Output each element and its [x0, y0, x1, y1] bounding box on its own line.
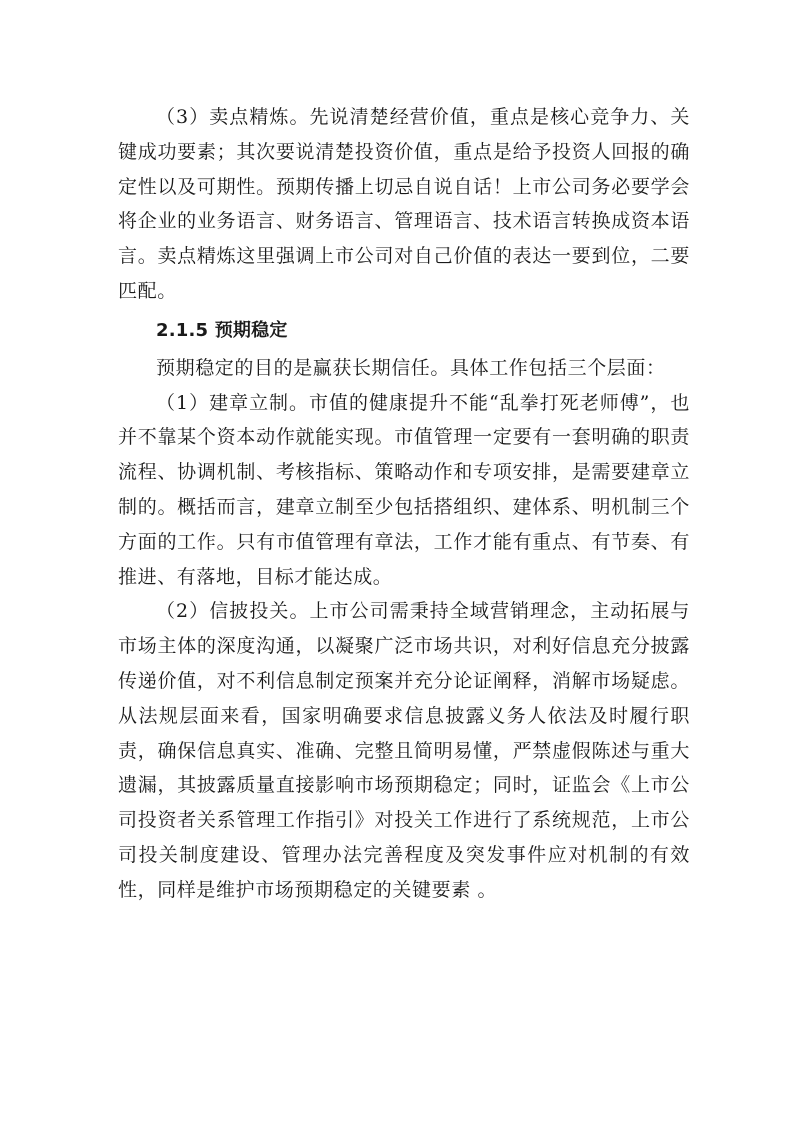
paragraph-intro: 预期稳定的目的是赢获长期信任。具体工作包括三个层面： — [156, 356, 666, 379]
paragraph-rules-system: （1）建章立制。市值的健康提升不能“乱拳打死老师傅”，也并不靠某个资本动作就能实现。市值管理一定要有一套明确的职责流程、协调机制、考核指标、策略动作和专项安排，是需要建章立制的。概括而言，建章立制至少包括搭组织、建体系、明机制三个方面的工作。只有市值管理有章法，工作才能有重点、有节奏、有推进、有落地，目标才能达成。 — [118, 391, 690, 588]
paragraph-selling-point: （3）卖点精炼。先说清楚经营价值，重点是核心竞争力、关键成功要素；其次要说清楚投资价值，重点是给予投资人回报的确定性以及可期性。预期传播上切忌自说自话！上市公司务必要学会将企业的业务语言、财务语言、管理语言、技术语言转换成资本语言。卖点精炼这里强调上市公司对自己价值的表达一要到位，二要匹配。 — [118, 106, 690, 302]
paragraph-disclosure-ir: （2）信披投关。上市公司需秉持全域营销理念，主动拓展与市场主体的深度沟通，以凝聚广泛市场共识，对利好信息充分披露传递价值，对不利信息制定预案并充分论证阐释，消解市场疑虑。从法规层面来看，国家明确要求信息披露义务人依法及时履行职责，确保信息真实、准确、完整且简明易懂，严禁虚假陈述与重大遗漏，其披露质量直接影响市场预期稳定；同时，证监会《上市公司投资者关系管理工作指引》对投关工作进行了系统规范，上市公司投关制度建设、管理办法完善程度及突发事件应对机制的有效性，同样是维护市场预期稳定的关键要素 。 — [118, 600, 690, 901]
section-heading: 2.1.5 预期稳定 — [156, 319, 288, 341]
document-body — [118, 100, 690, 908]
